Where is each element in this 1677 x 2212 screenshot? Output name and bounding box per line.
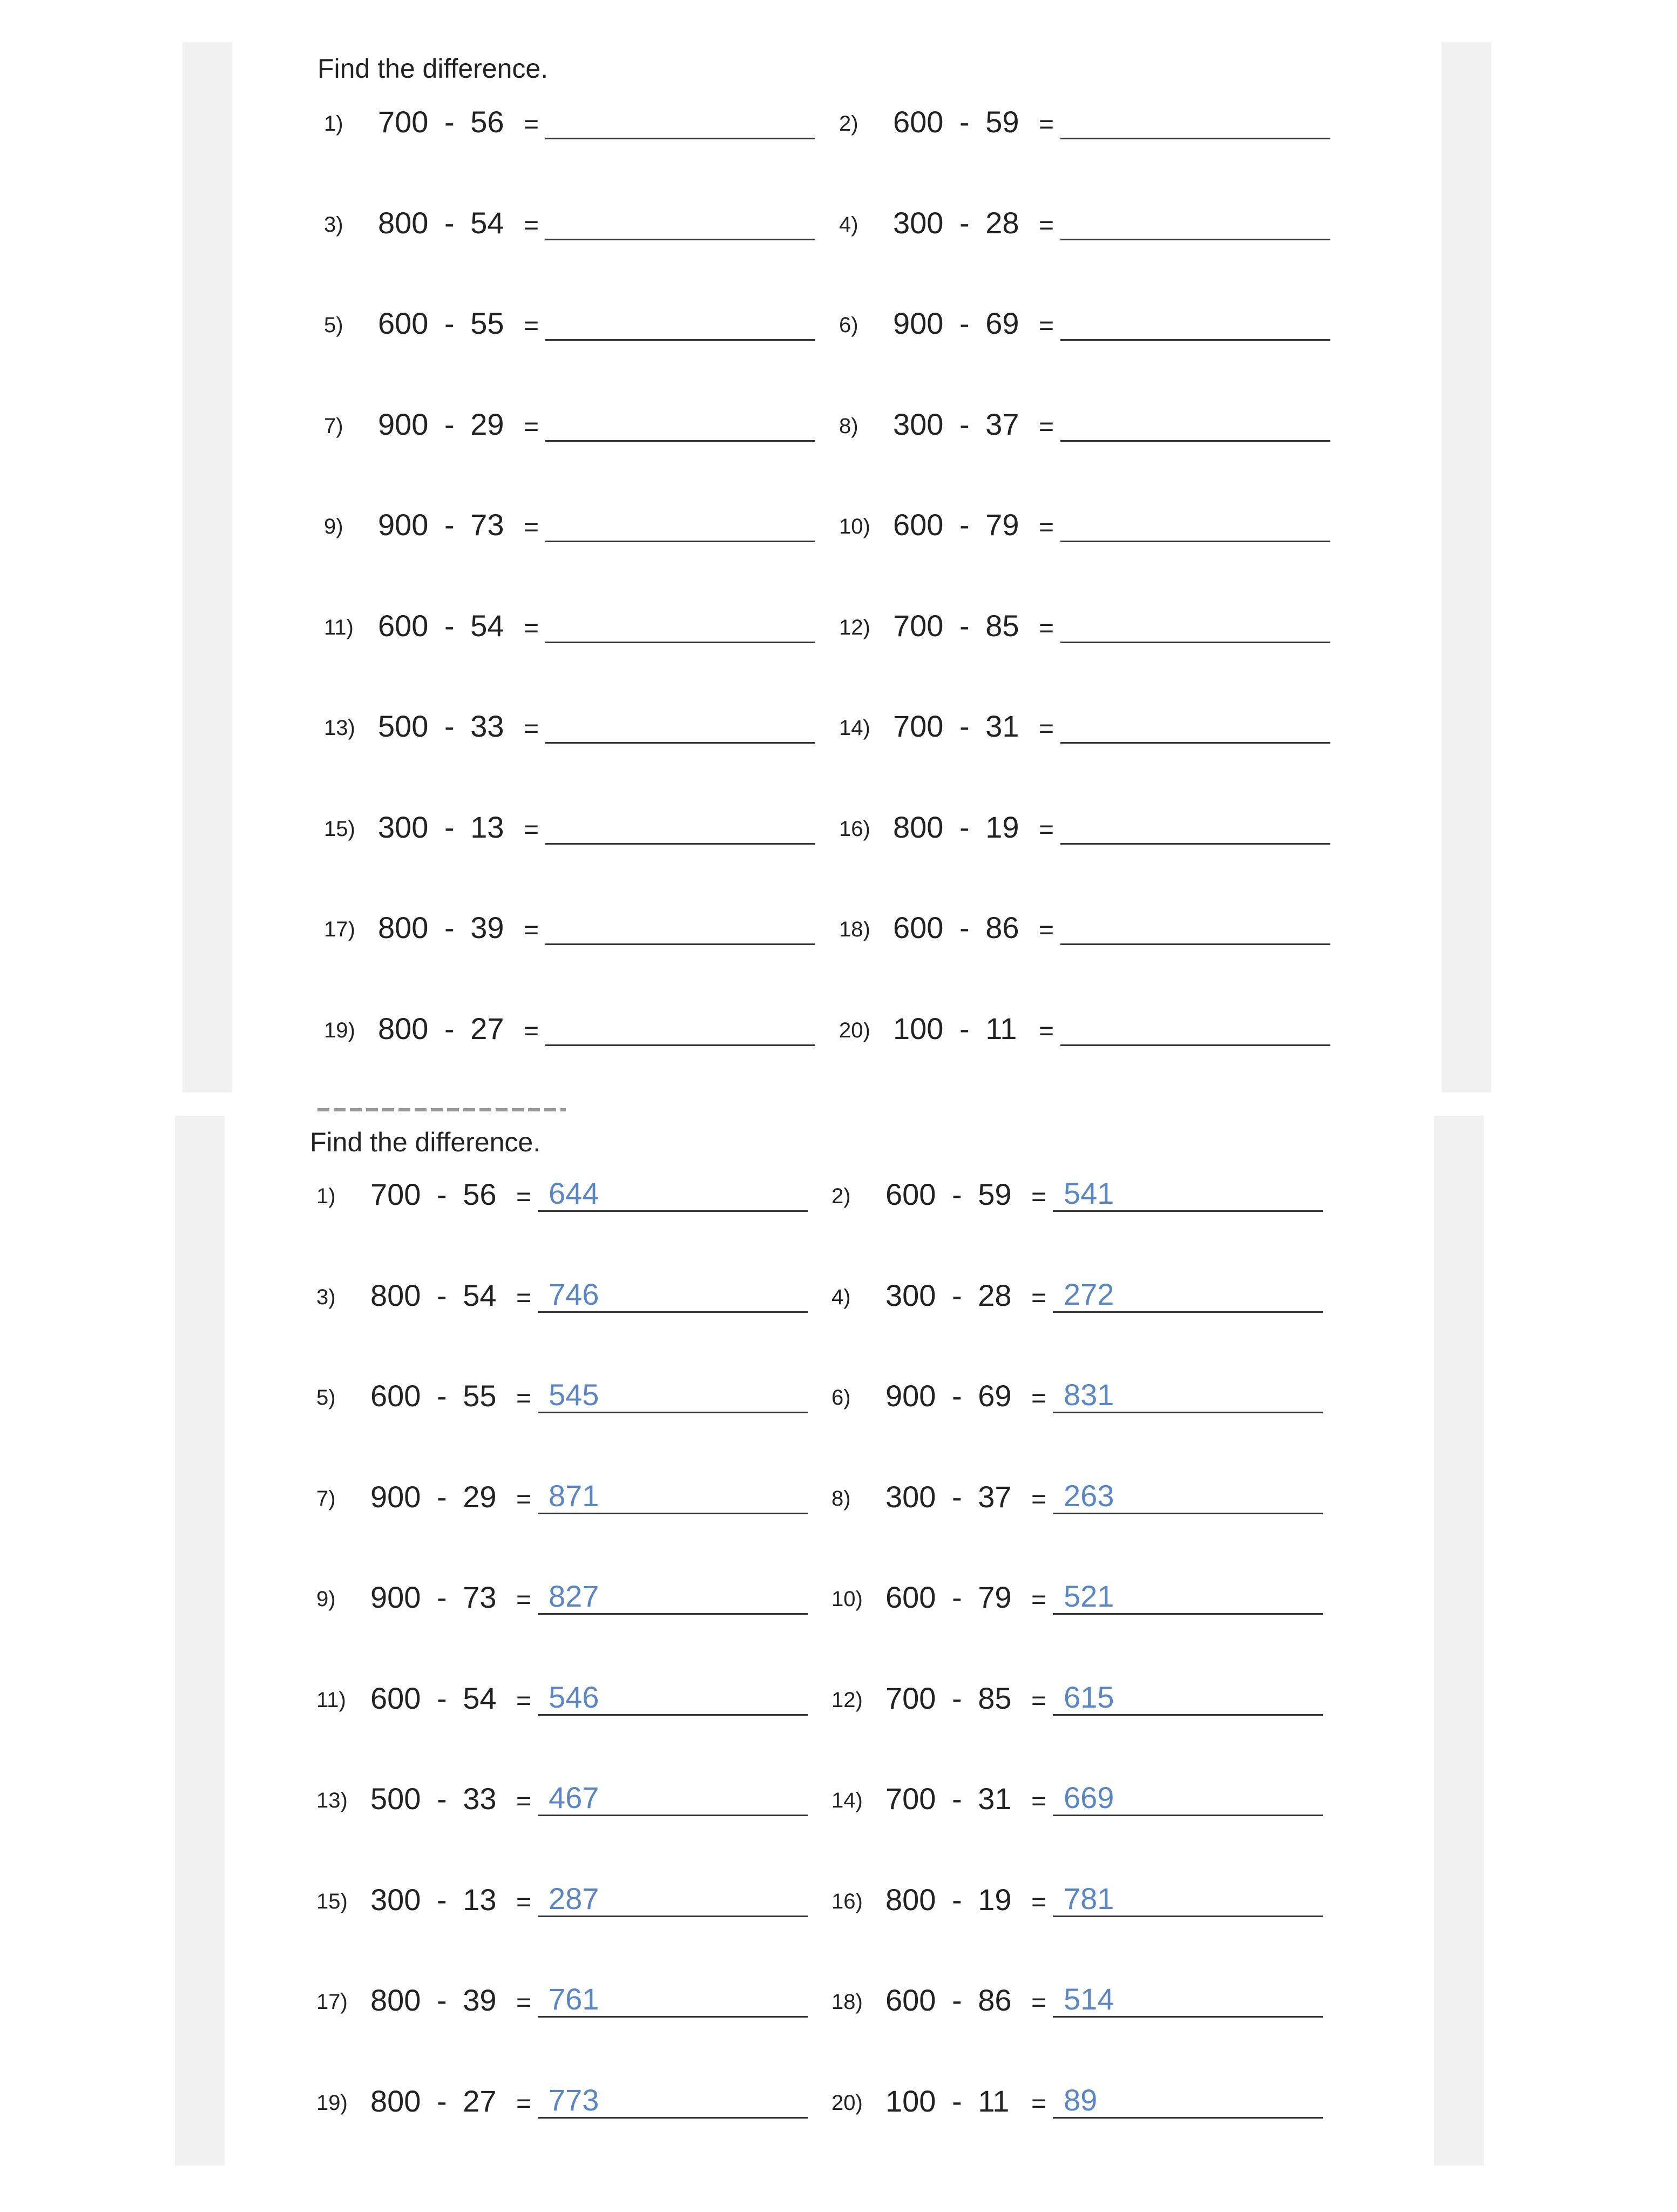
equals-sign: =	[1031, 1586, 1047, 1614]
problem-8	[831, 1470, 1307, 1529]
equals-sign: =	[516, 2089, 532, 2118]
equals-sign: =	[524, 613, 539, 643]
problem-expression: 800 - 39	[370, 1983, 497, 2017]
problem-number: 20)	[839, 1018, 870, 1042]
equals-sign: =	[516, 1988, 532, 2017]
problem-17	[324, 901, 799, 960]
problem-11	[324, 599, 799, 658]
problem-2	[831, 1168, 1307, 1227]
equals-sign: =	[1039, 513, 1054, 542]
problem-8	[839, 397, 1314, 457]
problem-16	[839, 800, 1314, 860]
problem-expression: 800 - 39	[378, 911, 504, 945]
problem-expression: 600 - 79	[885, 1580, 1012, 1614]
equals-sign: =	[524, 513, 539, 542]
problem-expression: 300 - 28	[893, 205, 1019, 240]
problem-number: 17)	[316, 1990, 348, 2014]
problem-15	[316, 1873, 792, 1932]
problem-expression: 300 - 13	[378, 810, 504, 844]
answer-value: 545	[549, 1378, 599, 1412]
answer-value: 615	[1064, 1680, 1114, 1714]
problem-9	[316, 1570, 792, 1630]
problem-number: 2)	[839, 112, 858, 136]
answer-blank[interactable]	[1060, 1044, 1330, 1046]
problem-12	[831, 1671, 1307, 1731]
problem-number: 13)	[324, 716, 355, 740]
page-break	[317, 1108, 566, 1111]
answer-blank[interactable]	[1060, 138, 1330, 139]
equals-sign: =	[516, 1887, 532, 1917]
answer-value: 773	[549, 2082, 599, 2117]
equals-sign: =	[1039, 815, 1054, 844]
problem-4	[839, 196, 1314, 255]
equals-sign: =	[524, 110, 539, 139]
answer-value: 521	[1064, 1579, 1114, 1613]
answer-blank[interactable]	[1060, 339, 1330, 341]
equals-sign: =	[1039, 916, 1054, 945]
problem-19	[324, 1002, 799, 1061]
problem-2	[839, 95, 1314, 154]
problem-expression: 500 - 33	[378, 709, 504, 743]
problem-expression: 300 - 13	[370, 1882, 497, 1917]
answer-value: 514	[1064, 1982, 1114, 2016]
problem-number: 7)	[316, 1486, 336, 1510]
answer-value: 746	[549, 1277, 599, 1311]
answer-value: 89	[1064, 2082, 1098, 2117]
equals-sign: =	[524, 412, 539, 441]
problem-number: 3)	[324, 212, 343, 237]
problem-7	[324, 397, 799, 457]
problem-expression: 600 - 59	[893, 105, 1019, 139]
problem-expression: 600 - 54	[370, 1681, 497, 1715]
equals-sign: =	[524, 714, 539, 743]
answer-blank[interactable]	[545, 138, 815, 139]
answer-value: 467	[549, 1781, 599, 1815]
problem-14	[831, 1772, 1307, 1831]
problem-expression: 700 - 31	[893, 709, 1019, 743]
problem-number: 16)	[839, 817, 870, 841]
answer-value: 761	[549, 1982, 599, 2016]
problem-3	[316, 1269, 792, 1328]
problem-number: 14)	[839, 716, 870, 740]
problem-15	[324, 800, 799, 860]
problem-expression: 600 - 86	[885, 1983, 1012, 2017]
equals-sign: =	[524, 211, 539, 240]
problem-expression: 900 - 73	[378, 508, 504, 542]
answer-blank[interactable]	[545, 843, 815, 845]
equals-sign: =	[1031, 1485, 1047, 1514]
answer-blank[interactable]	[545, 541, 815, 542]
problem-5	[316, 1369, 792, 1428]
answer-value: 827	[549, 1579, 599, 1613]
equals-sign: =	[516, 1485, 532, 1514]
problem-expression: 800 - 19	[893, 810, 1019, 844]
equals-sign: =	[1031, 1787, 1047, 1816]
problem-4	[831, 1269, 1307, 1328]
problem-expression: 900 - 73	[370, 1580, 497, 1614]
problem-number: 5)	[316, 1386, 336, 1410]
problem-14	[839, 699, 1314, 759]
problem-number: 1)	[316, 1184, 336, 1208]
problem-number: 12)	[831, 1688, 863, 1712]
equals-sign: =	[516, 1686, 532, 1715]
worksheet-blank	[0, 0, 1677, 1096]
problem-5	[324, 296, 799, 356]
equals-sign: =	[524, 1016, 539, 1046]
problem-number: 13)	[316, 1789, 348, 1812]
answer-value: 831	[1064, 1378, 1114, 1412]
problem-19	[316, 2074, 792, 2134]
problem-number: 19)	[316, 2090, 348, 2115]
problem-expression: 900 - 69	[893, 306, 1019, 340]
equals-sign: =	[516, 1586, 532, 1614]
answer-blank[interactable]	[545, 1044, 815, 1046]
answer-blank[interactable]	[1060, 943, 1330, 945]
equals-sign: =	[1039, 412, 1054, 441]
problem-number: 11)	[324, 615, 354, 639]
problem-expression: 300 - 28	[885, 1278, 1012, 1312]
problem-12	[839, 599, 1314, 658]
problem-expression: 900 - 29	[378, 407, 504, 441]
problem-number: 2)	[831, 1184, 851, 1208]
problem-expression: 600 - 55	[378, 306, 504, 340]
equals-sign: =	[1031, 1686, 1047, 1715]
equals-sign: =	[1039, 110, 1054, 139]
problem-expression: 700 - 31	[885, 1782, 1012, 1816]
left-margin-strip	[182, 42, 232, 1092]
problem-expression: 300 - 37	[893, 407, 1019, 441]
answer-blank[interactable]	[1060, 642, 1330, 643]
problem-number: 14)	[831, 1789, 863, 1812]
answer-blank[interactable]	[1060, 440, 1330, 442]
problem-expression: 700 - 85	[893, 608, 1019, 643]
answer-blank[interactable]	[545, 742, 815, 744]
problem-expression: 600 - 55	[370, 1379, 497, 1413]
problem-number: 9)	[324, 515, 343, 538]
problem-expression: 600 - 79	[893, 508, 1019, 542]
problem-10	[839, 498, 1314, 557]
problem-3	[324, 196, 799, 255]
problem-18	[839, 901, 1314, 960]
problem-number: 19)	[324, 1018, 355, 1042]
problem-number: 16)	[831, 1889, 863, 1913]
problem-expression: 600 - 59	[885, 1177, 1012, 1211]
problem-expression: 700 - 56	[378, 105, 504, 139]
answer-blank[interactable]	[1060, 843, 1330, 845]
problem-11	[316, 1671, 792, 1731]
equals-sign: =	[516, 1183, 532, 1211]
worksheet-answered	[0, 1116, 1677, 2212]
problem-expression: 900 - 69	[885, 1379, 1012, 1413]
problem-9	[324, 498, 799, 557]
answer-blank[interactable]	[545, 440, 815, 442]
right-margin-strip	[1434, 1116, 1484, 2166]
problem-number: 4)	[831, 1285, 851, 1309]
left-margin-strip	[175, 1116, 225, 2166]
worksheet-title: Find the difference.	[310, 1127, 541, 1157]
problem-number: 18)	[839, 918, 870, 941]
problem-number: 6)	[831, 1386, 851, 1410]
problem-number: 11)	[316, 1688, 346, 1712]
problem-20	[831, 2074, 1307, 2134]
problem-number: 6)	[839, 313, 858, 337]
equals-sign: =	[1031, 1283, 1047, 1312]
answer-value: 546	[549, 1680, 599, 1714]
problem-13	[324, 699, 799, 759]
problem-number: 7)	[324, 414, 343, 438]
problem-10	[831, 1570, 1307, 1630]
problem-expression: 800 - 27	[370, 2083, 497, 2118]
equals-sign: =	[1039, 613, 1054, 643]
problem-number: 4)	[839, 212, 858, 237]
answer-blank[interactable]	[1060, 742, 1330, 744]
problem-expression: 800 - 19	[885, 1882, 1012, 1917]
problem-17	[316, 1973, 792, 2033]
problem-number: 15)	[316, 1889, 348, 1913]
equals-sign: =	[1039, 1016, 1054, 1046]
problem-6	[839, 296, 1314, 356]
answer-value: 263	[1064, 1478, 1114, 1513]
problem-expression: 700 - 56	[370, 1177, 497, 1211]
problem-number: 5)	[324, 313, 343, 337]
equals-sign: =	[1039, 312, 1054, 340]
problem-expression: 800 - 54	[378, 205, 504, 240]
problem-13	[316, 1772, 792, 1831]
problem-1	[316, 1168, 792, 1227]
equals-sign: =	[1031, 1988, 1047, 2017]
problem-number: 10)	[839, 515, 870, 538]
equals-sign: =	[524, 312, 539, 340]
problem-expression: 500 - 33	[370, 1782, 497, 1816]
problem-number: 8)	[839, 414, 858, 438]
problem-expression: 900 - 29	[370, 1479, 497, 1514]
problem-number: 20)	[831, 2090, 863, 2115]
equals-sign: =	[1031, 2089, 1047, 2118]
equals-sign: =	[1031, 1384, 1047, 1413]
problem-expression: 800 - 54	[370, 1278, 497, 1312]
problem-18	[831, 1973, 1307, 2033]
equals-sign: =	[524, 815, 539, 844]
problem-expression: 800 - 27	[378, 1011, 504, 1046]
answer-value: 871	[549, 1478, 599, 1513]
problem-number: 3)	[316, 1285, 336, 1309]
worksheet-title: Find the difference.	[317, 53, 549, 84]
right-margin-strip	[1442, 42, 1491, 1092]
equals-sign: =	[1039, 714, 1054, 743]
problem-expression: 600 - 54	[378, 608, 504, 643]
answer-value: 541	[1064, 1176, 1114, 1210]
problem-expression: 100 - 11	[885, 2083, 1010, 2118]
problem-1	[324, 95, 799, 154]
answer-value: 644	[549, 1176, 599, 1210]
answer-blank[interactable]	[1060, 541, 1330, 542]
problem-number: 17)	[324, 918, 355, 941]
answer-value: 272	[1064, 1277, 1114, 1311]
answer-value: 781	[1064, 1881, 1114, 1916]
problem-expression: 100 - 11	[893, 1011, 1017, 1046]
equals-sign: =	[524, 916, 539, 945]
equals-sign: =	[1031, 1887, 1047, 1917]
equals-sign: =	[516, 1283, 532, 1312]
answer-blank[interactable]	[545, 239, 815, 240]
problem-expression: 300 - 37	[885, 1479, 1012, 1514]
equals-sign: =	[1031, 1183, 1047, 1211]
equals-sign: =	[516, 1384, 532, 1413]
problem-16	[831, 1873, 1307, 1932]
problem-expression: 700 - 85	[885, 1681, 1012, 1715]
answer-blank[interactable]	[1060, 239, 1330, 240]
problem-number: 8)	[831, 1486, 851, 1510]
problem-number: 10)	[831, 1587, 863, 1611]
answer-blank[interactable]	[545, 339, 815, 341]
answer-value: 669	[1064, 1781, 1114, 1815]
problem-7	[316, 1470, 792, 1529]
problem-number: 12)	[839, 615, 870, 639]
problem-number: 15)	[324, 817, 355, 841]
answer-value: 287	[549, 1881, 599, 1916]
equals-sign: =	[1039, 211, 1054, 240]
problem-6	[831, 1369, 1307, 1428]
equals-sign: =	[516, 1787, 532, 1816]
problem-number: 1)	[324, 112, 343, 136]
problem-number: 9)	[316, 1587, 336, 1611]
problem-number: 18)	[831, 1990, 863, 2014]
problem-expression: 600 - 86	[893, 911, 1019, 945]
answer-blank[interactable]	[545, 642, 815, 643]
answer-blank[interactable]	[545, 943, 815, 945]
problem-20	[839, 1002, 1314, 1061]
